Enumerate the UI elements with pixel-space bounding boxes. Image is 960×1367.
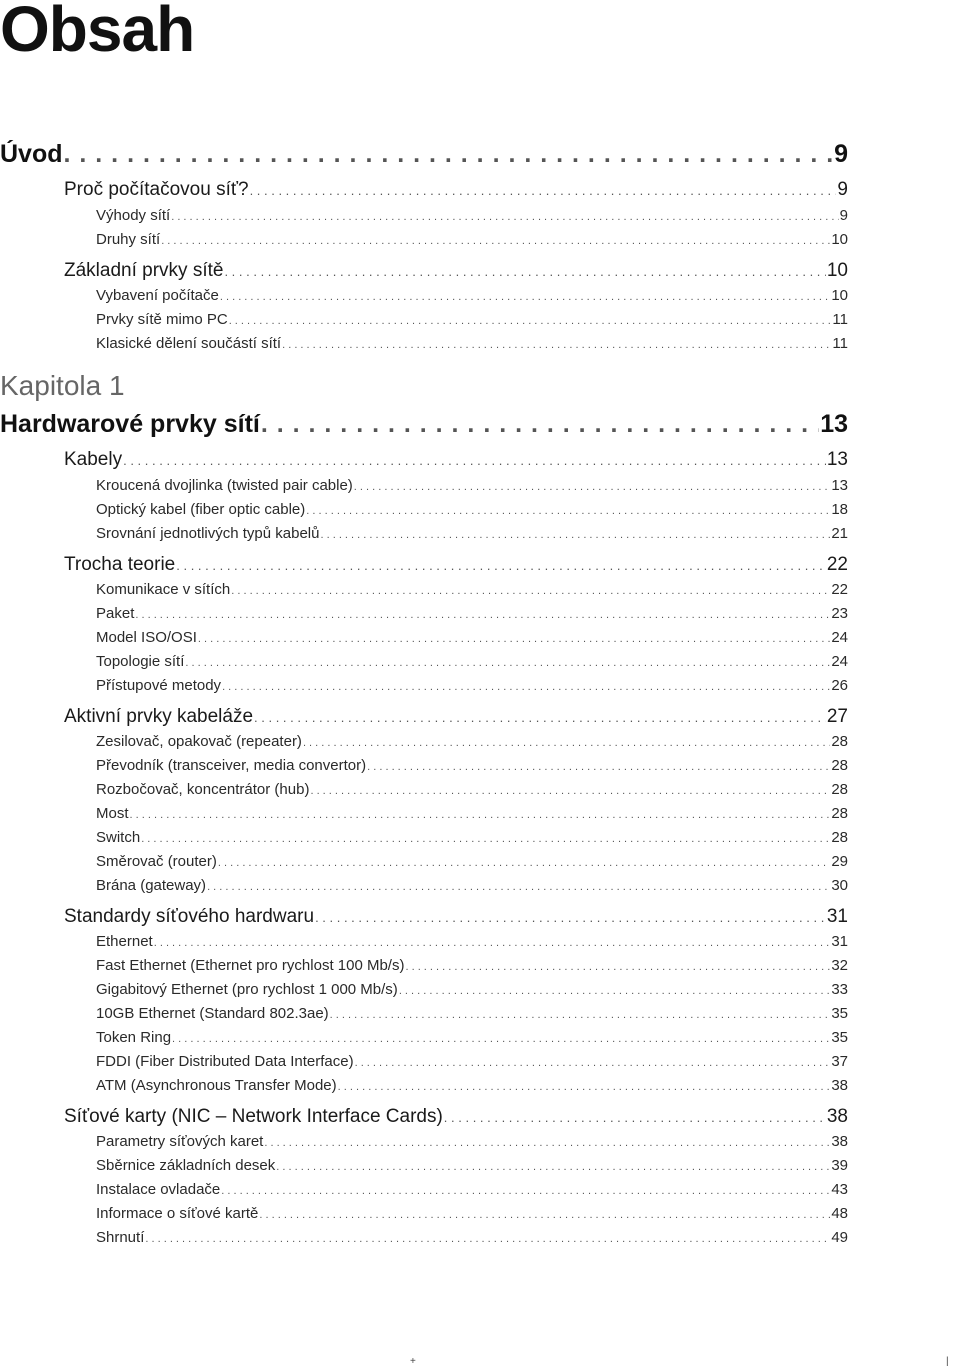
toc-leader-dots [64, 140, 834, 169]
toc-leader-dots [161, 235, 830, 247]
toc-entry-page: 27 [826, 706, 848, 727]
toc-entry-page: 38 [831, 1133, 848, 1150]
toc-entry-label: Srovnání jednotlivých typů kabelů [96, 525, 320, 542]
toc-leader-dots [220, 291, 830, 303]
toc-entry-label: Aktivní prvky kabeláže [64, 706, 254, 727]
toc-entry-label: Hardwarové prvky sítí [0, 410, 260, 438]
toc-entry-label: FDDI (Fiber Distributed Data Interface) [96, 1053, 354, 1070]
toc-leader-dots [320, 529, 830, 541]
toc-leader-dots [123, 453, 826, 468]
toc-entry-page: 23 [831, 605, 848, 622]
toc-entry-sub[interactable] [96, 933, 848, 950]
toc-entry-section[interactable] [64, 706, 848, 728]
toc-entry-page: 21 [831, 525, 848, 542]
toc-entry-label: Standardy síťového hardwaru [64, 906, 315, 927]
footer-mark-right: | [946, 1356, 949, 1367]
toc-entry-page: 24 [831, 629, 848, 646]
toc-entry-label: ATM (Asynchronous Transfer Mode) [96, 1077, 337, 1094]
toc-entry-sub[interactable] [96, 335, 848, 352]
toc-entry-page: 28 [831, 829, 848, 846]
toc-leader-dots [198, 633, 830, 645]
toc-entry-label: Síťové karty (NIC – Network Interface Cards) [64, 1106, 443, 1127]
toc-entry-sub[interactable] [96, 1053, 848, 1070]
toc-entry-section[interactable] [64, 179, 848, 201]
toc-leader-dots [261, 410, 819, 439]
toc-leader-dots [259, 1209, 830, 1221]
toc-leader-dots [310, 785, 830, 797]
toc-leader-dots [222, 681, 830, 693]
toc-leader-dots [276, 1161, 830, 1173]
toc-entry-page: 10 [826, 260, 848, 281]
toc-entry-page: 29 [831, 853, 848, 870]
toc-entry-page: 9 [839, 207, 848, 224]
toc-entry-page: 31 [831, 933, 848, 950]
toc-entry-label: Základní prvky sítě [64, 260, 224, 281]
toc-entry-sub[interactable] [96, 981, 848, 998]
page-title: Obsah [0, 0, 195, 65]
toc-entry-label: Komunikace v sítích [96, 581, 231, 598]
toc-entry-sub[interactable] [96, 207, 848, 224]
toc-entry-page: 28 [831, 733, 848, 750]
toc-entry-page: 28 [831, 781, 848, 798]
toc-entry-label: Optický kabel (fiber optic cable) [96, 501, 306, 518]
toc-leader-dots [224, 264, 825, 279]
part-label: Kapitola 1 [0, 370, 125, 401]
toc-entry-label: Směrovač (router) [96, 853, 217, 870]
toc-entry-label: Paket [96, 605, 135, 622]
toc-leader-dots [207, 881, 830, 893]
toc-entry-page: 32 [831, 957, 848, 974]
toc-entry-page: 37 [831, 1053, 848, 1070]
toc-entry-sub[interactable] [96, 1077, 848, 1094]
toc-entry-page: 13 [820, 410, 848, 438]
toc-entry-page: 24 [831, 653, 848, 670]
toc-entry-sub[interactable] [96, 733, 848, 750]
toc-entry-sub[interactable] [96, 581, 848, 598]
toc-entry-label: Kroucená dvojlinka (twisted pair cable) [96, 477, 353, 494]
toc-leader-dots [303, 737, 830, 749]
toc-entry-page: 9 [834, 140, 848, 168]
toc-leader-dots [154, 937, 831, 949]
toc-entry-chapter[interactable] [0, 140, 848, 169]
toc-entry-sub[interactable] [96, 1005, 848, 1022]
toc-entry-page: 13 [831, 477, 848, 494]
toc-entry-label: Úvod [0, 140, 63, 168]
toc-entry-label: Switch [96, 829, 141, 846]
toc-leader-dots [330, 1009, 831, 1021]
toc-entry-page: 22 [826, 554, 848, 575]
toc-entry-label: Brána (gateway) [96, 877, 207, 894]
toc-entry-page: 35 [831, 1005, 848, 1022]
toc-entry-sub[interactable] [96, 501, 848, 518]
toc-entry-page: 35 [831, 1029, 848, 1046]
toc-entry-page: 38 [831, 1077, 848, 1094]
toc-entry-page: 18 [831, 501, 848, 518]
toc-entry-page: 22 [831, 581, 848, 598]
toc-entry-label: Shrnutí [96, 1229, 145, 1246]
toc-leader-dots [306, 505, 830, 517]
toc-entry-page: 10 [831, 231, 848, 248]
toc-leader-dots [354, 481, 831, 493]
toc-leader-dots [130, 809, 831, 821]
toc-entry-label: Zesilovač, opakovač (repeater) [96, 733, 302, 750]
toc-entry-sub[interactable] [96, 1205, 848, 1222]
toc-entry-label: Druhy sítí [96, 231, 161, 248]
toc-entry-label: Parametry síťových karet [96, 1133, 264, 1150]
toc-entry-sub[interactable] [96, 1181, 848, 1198]
toc-entry-sub[interactable] [96, 781, 848, 798]
toc-leader-dots [315, 910, 826, 925]
toc-leader-dots [367, 761, 830, 773]
toc-leader-dots [405, 961, 830, 973]
toc-leader-dots [185, 657, 830, 669]
toc-leader-dots [338, 1081, 831, 1093]
toc-entry-sub[interactable] [96, 853, 848, 870]
toc-entry-sub[interactable] [96, 231, 848, 248]
toc-entry-page: 28 [831, 805, 848, 822]
toc-leader-dots [221, 1185, 830, 1197]
toc-entry-label: 10GB Ethernet (Standard 802.3ae) [96, 1005, 329, 1022]
toc-entry-label: Proč počítačovou síť? [64, 179, 249, 200]
toc-entry-sub[interactable] [96, 1029, 848, 1046]
toc-entry-label: Sběrnice základních desek [96, 1157, 276, 1174]
toc-entry-label: Prvky sítě mimo PC [96, 311, 228, 328]
toc-entry-page: 26 [831, 677, 848, 694]
toc-entry-page: 31 [826, 906, 848, 927]
toc-leader-dots [135, 609, 830, 621]
toc-entry-label: Ethernet [96, 933, 153, 950]
toc-entry-sub[interactable] [96, 757, 848, 774]
toc-leader-dots [250, 183, 837, 198]
toc-entry-sub[interactable] [96, 525, 848, 542]
toc-entry-sub[interactable] [96, 629, 848, 646]
toc-entry-sub[interactable] [96, 311, 848, 328]
toc-entry-label: Most [96, 805, 129, 822]
toc-entry-label: Převodník (transceiver, media convertor) [96, 757, 367, 774]
toc-entry-page: 49 [831, 1229, 848, 1246]
toc-entry-label: Instalace ovladače [96, 1181, 221, 1198]
toc-leader-dots [282, 339, 831, 351]
toc-entry-section[interactable] [64, 1106, 848, 1128]
toc-entry-page: 30 [831, 877, 848, 894]
toc-leader-dots [355, 1057, 831, 1069]
toc-entry-label: Gigabitový Ethernet (pro rychlost 1 000 Mb/s) [96, 981, 398, 998]
toc-leader-dots [444, 1110, 826, 1125]
toc-entry-label: Vybavení počítače [96, 287, 219, 304]
toc-entry-page: 39 [831, 1157, 848, 1174]
toc-entry-label: Informace o síťové kartě [96, 1205, 259, 1222]
toc-entry-label: Topologie sítí [96, 653, 185, 670]
toc-entry-section[interactable] [64, 260, 848, 282]
toc-entry-chapter[interactable] [0, 410, 848, 439]
toc-entry-sub[interactable] [96, 877, 848, 894]
toc-entry-page: 10 [831, 287, 848, 304]
toc-entry-page: 38 [826, 1106, 848, 1127]
toc-entry-sub[interactable] [96, 1157, 848, 1174]
toc-entry-sub[interactable] [96, 829, 848, 846]
toc-entry-sub[interactable] [96, 1229, 848, 1246]
toc-entry-page: 11 [832, 335, 848, 352]
toc-entry-sub[interactable] [96, 287, 848, 304]
toc-entry-label: Výhody sítí [96, 207, 171, 224]
toc-entry-sub[interactable] [96, 957, 848, 974]
toc-entry-sub[interactable] [96, 605, 848, 622]
toc-entry-page: 9 [837, 179, 848, 200]
toc-leader-dots [145, 1233, 830, 1245]
toc-entry-page: 11 [832, 311, 848, 328]
toc-leader-dots [229, 315, 832, 327]
footer-mark-left: + [410, 1356, 416, 1367]
toc-leader-dots [264, 1137, 830, 1149]
toc-entry-label: Model ISO/OSI [96, 629, 197, 646]
toc-entry-label: Fast Ethernet (Ethernet pro rychlost 100 Mb/s) [96, 957, 405, 974]
toc-entry-label: Token Ring [96, 1029, 172, 1046]
toc-leader-dots [172, 1033, 830, 1045]
toc-leader-dots [218, 857, 830, 869]
toc-leader-dots [176, 558, 826, 573]
toc-entry-page: 43 [831, 1181, 848, 1198]
toc-entry-label: Klasické dělení součástí sítí [96, 335, 282, 352]
toc-entry-label: Kabely [64, 449, 123, 470]
toc-leader-dots [399, 985, 831, 997]
toc-entry-page: 48 [831, 1205, 848, 1222]
toc-leader-dots [141, 833, 830, 845]
toc-entry-sub[interactable] [96, 1133, 848, 1150]
toc-entry-sub[interactable] [96, 677, 848, 694]
toc-entry-page: 33 [831, 981, 848, 998]
toc-entry-sub[interactable] [96, 653, 848, 670]
toc-leader-dots [171, 211, 838, 223]
toc-entry-sub[interactable] [96, 477, 848, 494]
toc-entry-section[interactable] [64, 554, 848, 576]
toc-entry-label: Rozbočovač, koncentrátor (hub) [96, 781, 310, 798]
toc-entry-label: Přístupové metody [96, 677, 222, 694]
toc-entry-label: Trocha teorie [64, 554, 176, 575]
toc-entry-page: 13 [826, 449, 848, 470]
toc-leader-dots [254, 710, 826, 725]
toc-entry-section[interactable] [64, 449, 848, 471]
toc-entry-section[interactable] [64, 906, 848, 928]
toc-entry-page: 28 [831, 757, 848, 774]
toc-entry-sub[interactable] [96, 805, 848, 822]
toc-leader-dots [231, 585, 830, 597]
